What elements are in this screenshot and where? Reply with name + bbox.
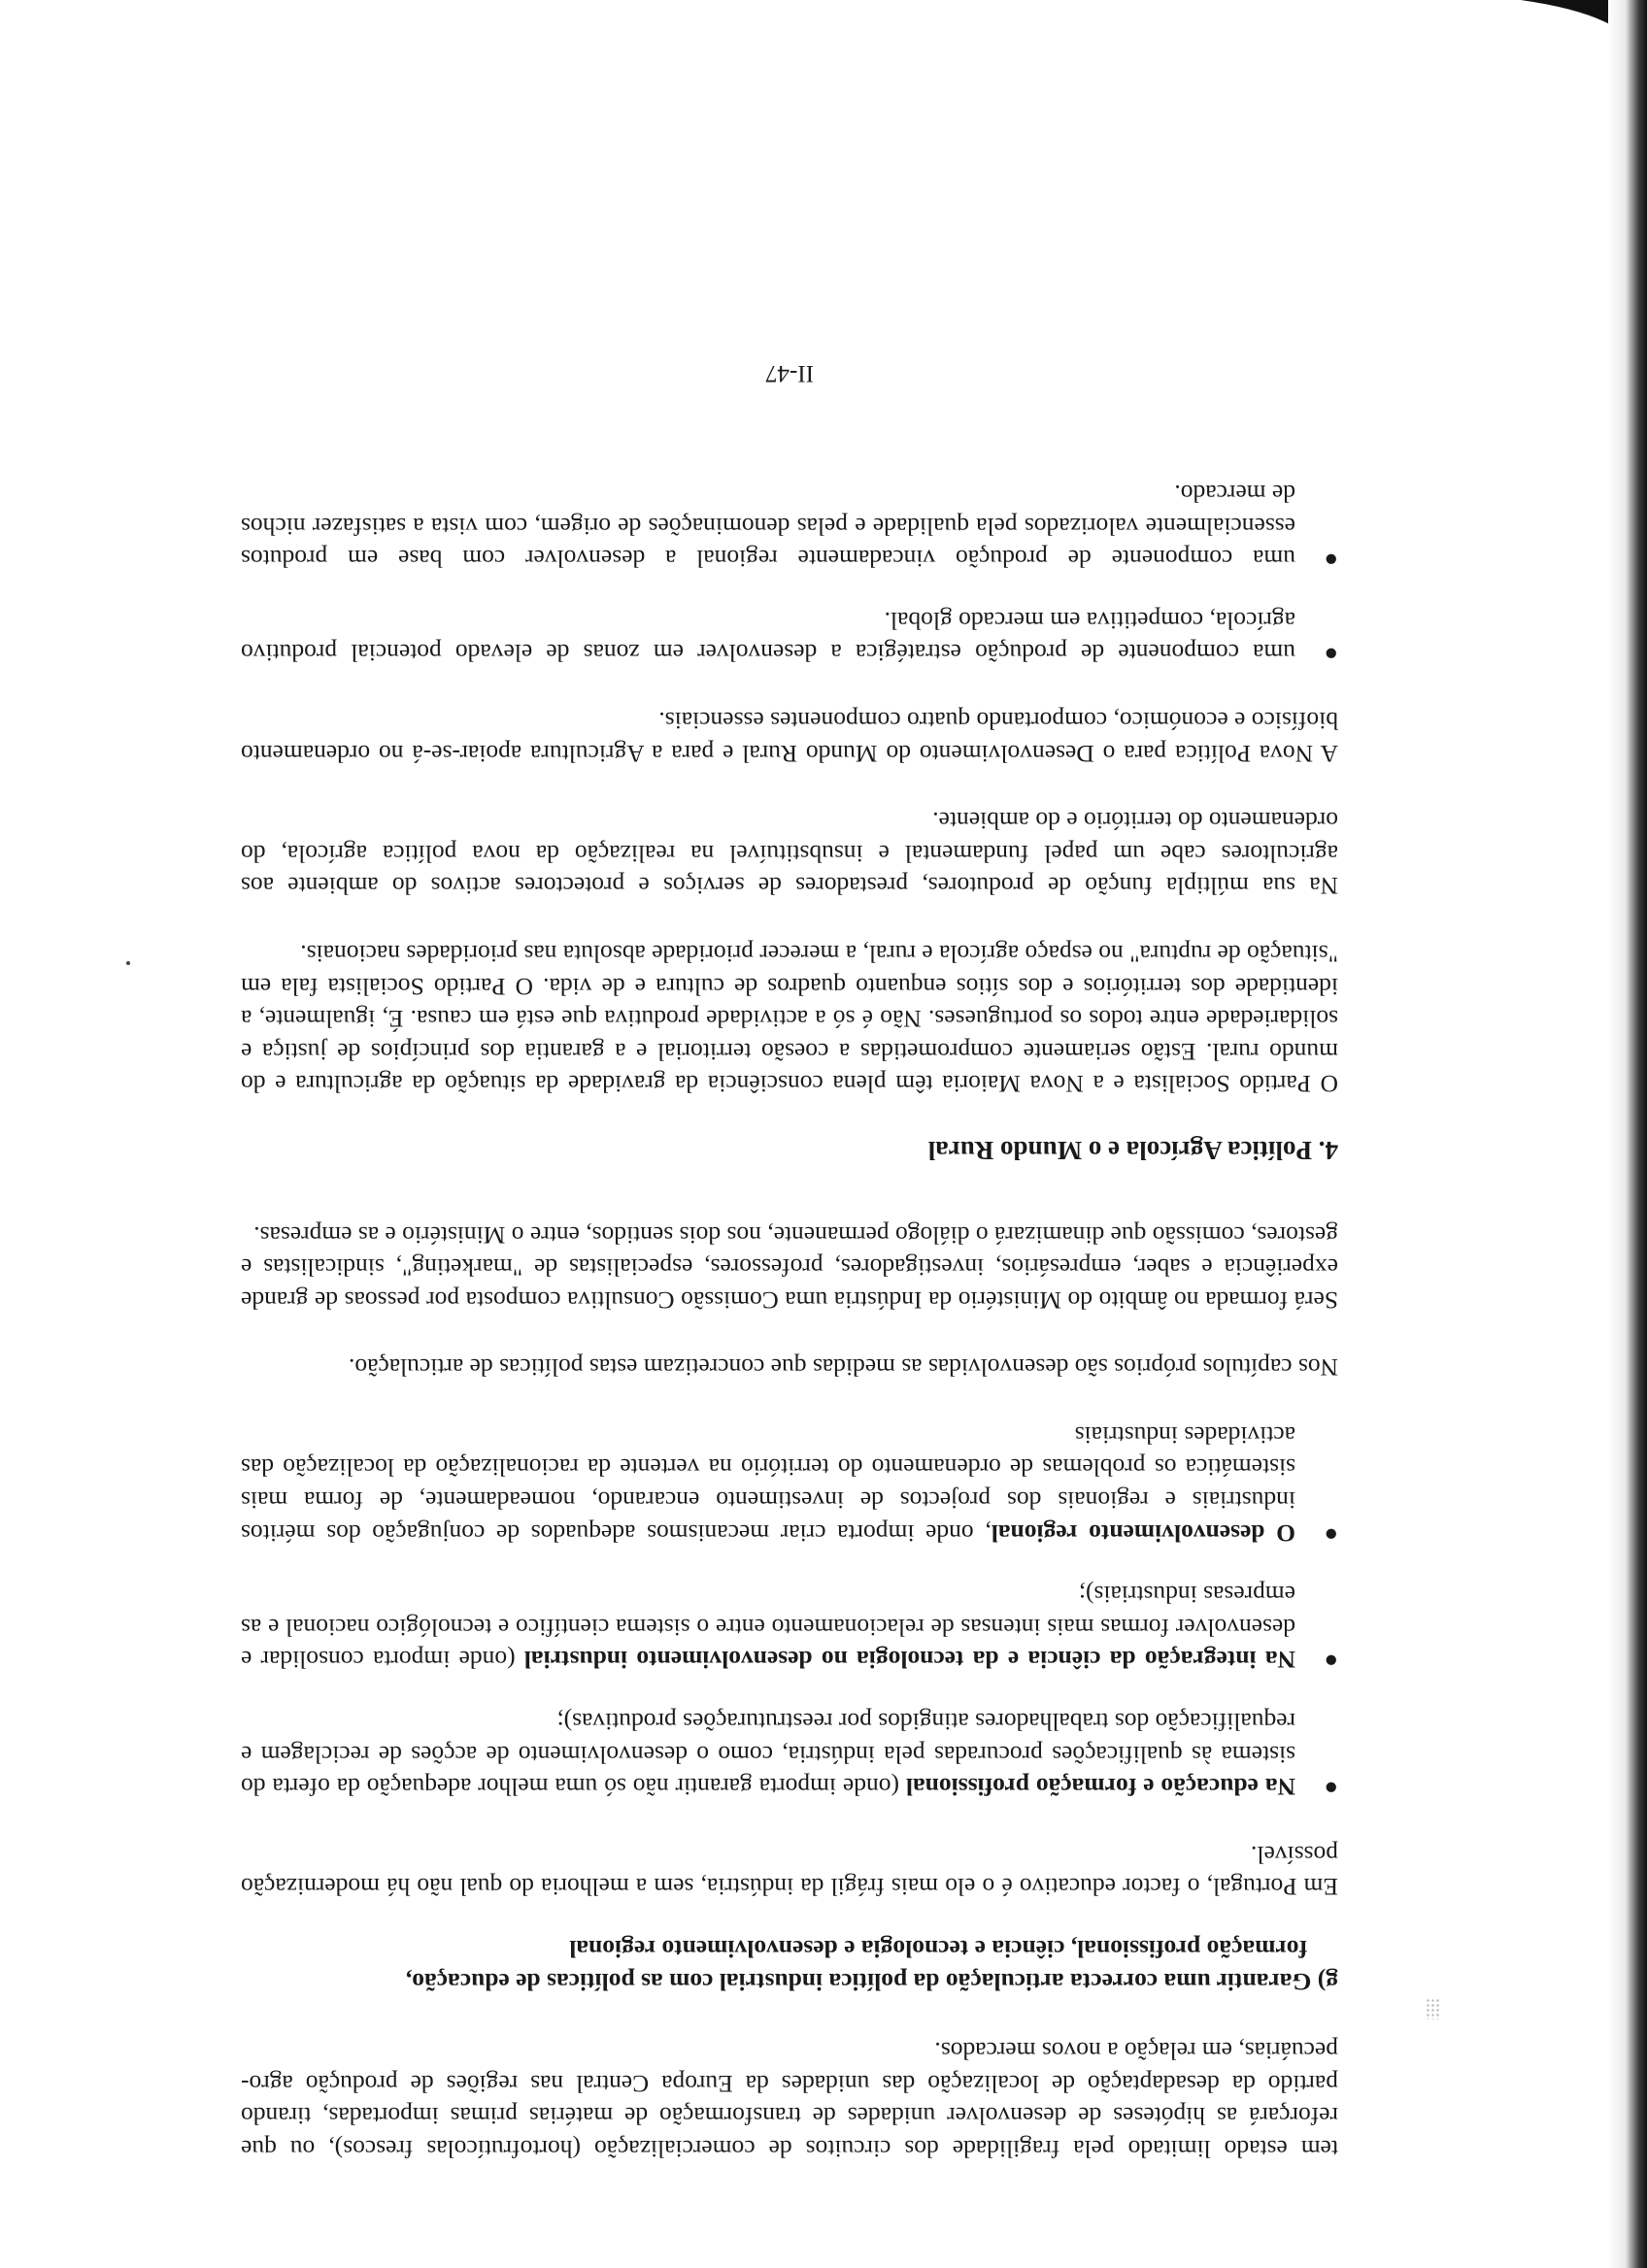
scan-speck — [126, 961, 130, 965]
bullet-bold-lead: O desenvolvimento regional — [991, 1518, 1295, 1548]
bullet-text: , onde importa criar mecanismos adequados de conjugação dos méritos industriais e regionais dos projectos de investimento encarando, nomeadamente, de forma mais sistemática os problemas de ordenamento do território na vertente da racionalização da localização das actividades industriais — [241, 1420, 1295, 1548]
section-4-heading: 4. Política Agrícola e o Mundo Rural — [927, 1135, 1338, 1165]
section-g-heading — [241, 1932, 1338, 1997]
bullet-icon: ● — [1324, 1520, 1338, 1547]
section-4-paragraph-1: O Partido Socialista e a Nova Maioria têm plena consciência da gravidade da situação da agricultura e do mundo rural. Estão seriamente comprometidas a coesão territorial e a garantia dos princípios de justiça e solidariedade entre todos os portugueses. Não é só a actividade produtiva que está em causa. É, igualmente, a identidade dos territórios e dos sítios enquanto quadros de cultura e de vida. O Partido Socialista fala em "situação de ruptura" no espaço agrícola e rural, a merecer prioridade absoluta nas prioridades nacionais. — [241, 939, 1338, 1099]
bullet-icon: ● — [1324, 547, 1338, 573]
bullet-icon: ● — [1324, 641, 1338, 667]
scan-speck-cluster — [1426, 1998, 1439, 2019]
bullet-text: uma componente de produção vincadamente regional a desenvolver com base em produtos essencialmente valorizados pela qualidade e pelas denominações de origem, com vista a satisfazer nichos de mercado. — [241, 480, 1295, 574]
scan-edge-shadow — [1608, 0, 1647, 2268]
bullet-icon: ● — [1324, 1648, 1338, 1674]
page-number: II-47 — [765, 360, 814, 387]
section-g-title-line1: Garantir uma correcta articulação da política industrial com as políticas de educação, — [405, 1967, 1312, 1996]
bullet-icon: ● — [1324, 1775, 1338, 1801]
bullet-text: uma componente de produção estratégica a desenvolver em zonas de elevado potencial produtivo agrícola, competitiva em mercado global. — [241, 606, 1295, 668]
bullet-item — [241, 1418, 1338, 1549]
chapters-paragraph: Nos capítulos próprios são desenvolvidas as medidas que concretizam estas políticas de articulação. — [349, 1353, 1338, 1383]
bullet-text: (onde importa consolidar e desenvolver formas mais intensas de relacionamento entre o sistema científico e tecnológico nacional e as empresas industriais); — [241, 1581, 1295, 1675]
bullet-bold-lead: Na educação e formação profissional — [905, 1773, 1295, 1802]
section-g-title-line2: formação profissional, ciência e tecnologia e desenvolvimento regional — [569, 1935, 1307, 1964]
bullet-item — [241, 604, 1338, 669]
bullet-bold-lead: Na integração da ciência e da tecnologia no desenvolvimento industrial — [523, 1646, 1295, 1675]
section-g-letter: g) — [1317, 1967, 1338, 1996]
continuation-paragraph: tem estado limitado pela fragilidade dos circuitos de comercialização (hortofrutícolas frescos), ou que reforçará as hipóteses de desenvolver unidades de transformação de matérias primas importadas, tirando partido da desadaptação de localização das unidades da Europa Central nas regiões de produção agro-pecuárias, em relação a novos mercados. — [241, 2037, 1338, 2163]
section-4-paragraph-3: A Nova Política para o Desenvolvimento do Mundo Rural e para a Agricultura apoiar-se-á no ordenamento biofísico e económico, comportando quatro componentes essenciais. — [241, 707, 1338, 768]
commission-paragraph: Será formada no âmbito do Ministério da Indústria uma Comissão Consultiva composta por pessoas de grande experiência e saber, empresários, investigadores, professores, especialistas de "marketing", sindicalistas e gestores, comissão que dinamizará o diálogo permanente, nos dois sentidos, entre o Ministério e as empresas. — [241, 1220, 1338, 1315]
bullet-item — [241, 1705, 1338, 1803]
section-g-intro: Em Portugal, o factor educativo é o elo mais frágil da indústria, sem a melhoria do qual não há modernização possível. — [241, 1840, 1338, 1902]
bullet-item — [241, 1579, 1338, 1677]
section-4-paragraph-2: Na sua múltipla função de produtores, prestadores de serviços e protectores activos do ambiente aos agricultores cabe um papel fundamental e insubstituível na realização da nova política agrícola, do ordenamento do território e do ambiente. — [241, 807, 1338, 901]
bullet-text: (onde importa garantir não só uma melhor adequação da oferta do sistema às qualificações procuradas pela indústria, como o desenvolvimento de acções de reciclagem e requalificação dos trabalhadores atingidos por reestruturações produtivas); — [241, 1708, 1295, 1802]
document-page — [241, 117, 1338, 2165]
bullet-item — [241, 477, 1338, 575]
